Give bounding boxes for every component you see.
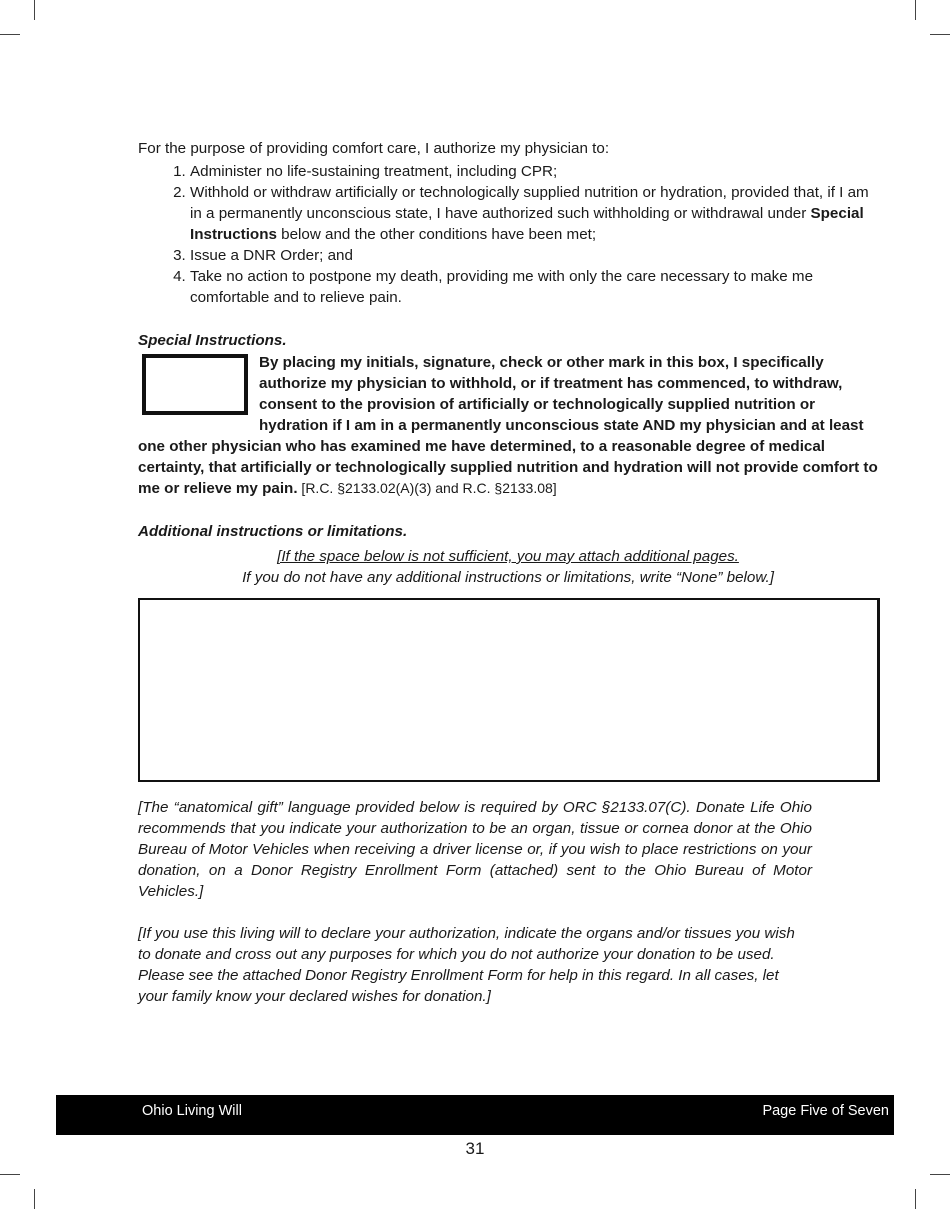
crop-mark	[915, 1189, 916, 1209]
crop-mark	[930, 1174, 950, 1175]
crop-mark	[34, 0, 35, 20]
footer-bar	[56, 1095, 894, 1135]
crop-mark	[0, 34, 20, 35]
additional-instructions-field[interactable]	[138, 598, 880, 782]
footer-page-label: Page Five of Seven	[762, 1103, 889, 1119]
anatomical-gift-note: [The “anatomical gift” language provided below is required by ORC §2133.07(C). Donate Life Ohio recommends that you indicate your authorization to be an organ, tissue or cornea donor at the Ohio Bureau of Motor Vehicles when receiving a driver license or, if you wish to place restrictions on your donation, on a Donor Registry Enrollment Form (attached) sent to the Ohio Bureau of Motor Vehicles.]	[138, 799, 812, 900]
additional-instructions-title: Additional instructions or limitations.	[138, 523, 408, 540]
document-body	[138, 138, 878, 1007]
crop-mark	[34, 1189, 35, 1209]
special-instructions	[138, 352, 878, 499]
additional-note	[138, 546, 878, 588]
list-item: 2. Withhold or withdraw artificially or technologically supplied nutrition or hydration, provided that, if I am in a permanently unconscious state, I have authorized such withholding or withdrawal under Special Instructions below and the other conditions have been met;	[190, 182, 878, 245]
initials-box[interactable]	[142, 354, 248, 415]
list-item: 1. Administer no life-sustaining treatment, including CPR;	[190, 161, 878, 182]
crop-mark	[930, 34, 950, 35]
comfort-care-list	[138, 161, 878, 308]
additional-note-line1: [If the space below is not sufficient, you may attach additional pages.	[277, 548, 739, 565]
page-number: 31	[465, 1139, 485, 1158]
donation-note: [If you use this living will to declare your authorization, indicate the organs and/or tissues you wish to donate and cross out any purposes for which you do not authorize your donation to be used. Please see the attached Donor Registry Enrollment Form for help in this regard. In all cases, let your family know your declared wishes for donation.]	[138, 925, 795, 1005]
footer-title: Ohio Living Will	[142, 1103, 242, 1119]
citation: [R.C. §2133.02(A)(3) and R.C. §2133.08]	[297, 480, 557, 496]
list-item: 4. Take no action to postpone my death, providing me with only the care necessary to make me comfortable and to relieve pain.	[190, 266, 878, 308]
additional-note-line2: If you do not have any additional instructions or limitations, write “None” below.]	[242, 569, 774, 586]
intro-text: For the purpose of providing comfort care, I authorize my physician to:	[138, 140, 610, 157]
special-instructions-title: Special Instructions.	[138, 332, 287, 349]
crop-mark	[0, 1174, 20, 1175]
list-item: 3. Issue a DNR Order; and	[190, 245, 878, 266]
special-instructions-text: By placing my initials, signature, check or other mark in this box, I specifically authorize my physician to withhold, or if treatment has commenced, to withdraw, consent to the provision of artificially or technologically supplied nutrition or hydration if I am in a permanently unconscious state AND my physician and at least one other physician who has examined me have determined, to a reasonable degree of medical certainty, that artificially or technologically supplied nutrition and hydration will not provide comfort to me or relieve my pain.	[138, 354, 878, 497]
crop-mark	[915, 0, 916, 20]
